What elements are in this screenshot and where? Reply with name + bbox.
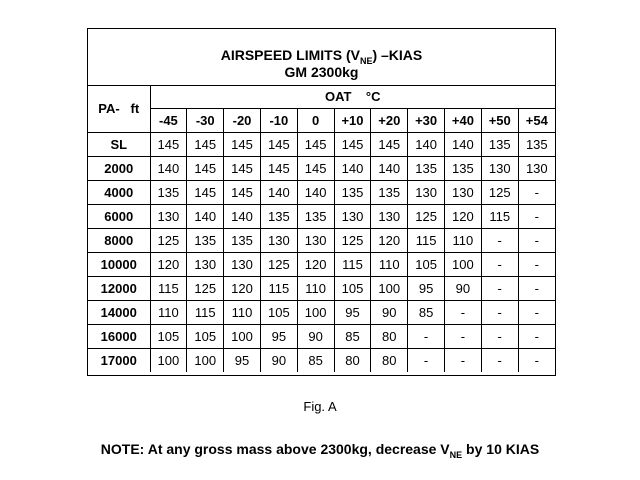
- pressure-altitude-cell: 6000: [88, 205, 150, 229]
- vne-value-cell: 130: [224, 253, 261, 277]
- temp-header-cell: -10: [260, 109, 297, 133]
- vne-value-cell: 80: [371, 325, 408, 349]
- vne-value-cell: -: [518, 205, 555, 229]
- vne-value-cell: 145: [150, 133, 187, 157]
- temp-header-cell: +20: [371, 109, 408, 133]
- vne-value-cell: 135: [371, 181, 408, 205]
- vne-value-cell: 115: [260, 277, 297, 301]
- vne-value-cell: 120: [371, 229, 408, 253]
- vne-value-cell: 135: [408, 157, 445, 181]
- vne-value-cell: 95: [224, 349, 261, 373]
- pressure-altitude-cell: 4000: [88, 181, 150, 205]
- vne-value-cell: -: [481, 301, 518, 325]
- vne-value-cell: 145: [224, 157, 261, 181]
- vne-value-cell: 125: [260, 253, 297, 277]
- pressure-altitude-cell: 10000: [88, 253, 150, 277]
- vne-value-cell: 80: [371, 349, 408, 373]
- pressure-altitude-cell: 12000: [88, 277, 150, 301]
- vne-value-cell: 115: [150, 277, 187, 301]
- table-row: [88, 253, 555, 277]
- vne-value-cell: 100: [445, 253, 482, 277]
- vne-value-cell: 145: [187, 133, 224, 157]
- vne-value-cell: -: [445, 325, 482, 349]
- vne-value-cell: 115: [187, 301, 224, 325]
- temp-header-cell: +10: [334, 109, 371, 133]
- vne-value-cell: 130: [445, 181, 482, 205]
- vne-value-cell: 110: [445, 229, 482, 253]
- temp-header-cell: +40: [445, 109, 482, 133]
- vne-value-cell: 130: [260, 229, 297, 253]
- vne-value-cell: -: [445, 349, 482, 373]
- pressure-altitude-cell: 2000: [88, 157, 150, 181]
- vne-value-cell: 110: [150, 301, 187, 325]
- vne-value-cell: 100: [371, 277, 408, 301]
- vne-value-cell: 125: [187, 277, 224, 301]
- vne-value-cell: 120: [445, 205, 482, 229]
- vne-value-cell: 140: [260, 181, 297, 205]
- pressure-altitude-cell: 8000: [88, 229, 150, 253]
- vne-value-cell: 140: [150, 157, 187, 181]
- table-row: [88, 301, 555, 325]
- temp-header-cell: -45: [150, 109, 187, 133]
- vne-value-cell: 105: [334, 277, 371, 301]
- vne-value-cell: 115: [481, 205, 518, 229]
- vne-value-cell: 130: [334, 205, 371, 229]
- vne-value-cell: 85: [334, 325, 371, 349]
- vne-value-cell: 135: [150, 181, 187, 205]
- vne-value-cell: 130: [481, 157, 518, 181]
- vne-value-cell: 140: [445, 133, 482, 157]
- table-title-block: [88, 29, 555, 86]
- vne-value-cell: 95: [408, 277, 445, 301]
- table-row: [88, 181, 555, 205]
- oat-header: OAT °C: [150, 85, 555, 109]
- header-row-temps: [88, 109, 555, 133]
- table-row: [88, 277, 555, 301]
- vne-value-cell: 130: [408, 181, 445, 205]
- pressure-altitude-cell: 14000: [88, 301, 150, 325]
- table-row: [88, 349, 555, 373]
- vne-value-cell: 85: [408, 301, 445, 325]
- pressure-altitude-cell: SL: [88, 133, 150, 157]
- vne-value-cell: 110: [224, 301, 261, 325]
- vne-value-cell: 140: [408, 133, 445, 157]
- vne-value-cell: 115: [408, 229, 445, 253]
- vne-value-cell: 130: [187, 253, 224, 277]
- vne-value-cell: -: [518, 253, 555, 277]
- vne-value-cell: 125: [150, 229, 187, 253]
- vne-value-cell: 125: [481, 181, 518, 205]
- vne-value-cell: 105: [187, 325, 224, 349]
- temp-header-cell: +50: [481, 109, 518, 133]
- pressure-altitude-header: PA- ft: [88, 85, 150, 133]
- vne-value-cell: 125: [334, 229, 371, 253]
- vne-value-cell: 135: [334, 181, 371, 205]
- vne-value-cell: 100: [187, 349, 224, 373]
- table-subtitle: GM 2300kg: [284, 64, 359, 80]
- table-row: [88, 229, 555, 253]
- vne-value-cell: 140: [297, 181, 334, 205]
- vne-value-cell: 145: [224, 133, 261, 157]
- vne-value-cell: 145: [297, 157, 334, 181]
- vne-value-cell: 105: [150, 325, 187, 349]
- vne-value-cell: 140: [224, 205, 261, 229]
- vne-value-cell: 100: [297, 301, 334, 325]
- vne-value-cell: 120: [224, 277, 261, 301]
- vne-value-cell: -: [408, 349, 445, 373]
- pressure-altitude-cell: 17000: [88, 349, 150, 373]
- vne-value-cell: -: [408, 325, 445, 349]
- temp-header-cell: +54: [518, 109, 555, 133]
- vne-value-cell: 145: [260, 133, 297, 157]
- vne-value-cell: 90: [371, 301, 408, 325]
- vne-value-cell: 90: [260, 349, 297, 373]
- vne-value-cell: 90: [445, 277, 482, 301]
- temp-header-cell: -20: [224, 109, 261, 133]
- vne-value-cell: 145: [371, 133, 408, 157]
- vne-value-cell: 105: [408, 253, 445, 277]
- vne-value-cell: 145: [297, 133, 334, 157]
- temp-header-cell: +30: [408, 109, 445, 133]
- vne-value-cell: 125: [408, 205, 445, 229]
- vne-value-cell: 110: [297, 277, 334, 301]
- vne-value-cell: -: [518, 277, 555, 301]
- table-row: [88, 133, 555, 157]
- vne-value-cell: -: [481, 349, 518, 373]
- figure-caption: Fig. A: [303, 399, 337, 414]
- vne-value-cell: -: [445, 301, 482, 325]
- table-row: [88, 205, 555, 229]
- vne-value-cell: -: [481, 229, 518, 253]
- vne-value-cell: 145: [187, 157, 224, 181]
- vne-value-cell: 135: [224, 229, 261, 253]
- temp-header-cell: -30: [187, 109, 224, 133]
- header-row-oat: [88, 85, 555, 109]
- note-text: NOTE: At any gross mass above 2300kg, decrease $V_{NE}$ by 10 KIAS: [100, 441, 540, 460]
- vne-value-cell: 120: [150, 253, 187, 277]
- vne-value-cell: -: [518, 349, 555, 373]
- vne-value-cell: 100: [224, 325, 261, 349]
- vne-value-cell: 145: [187, 181, 224, 205]
- airspeed-limits-table-frame: [87, 28, 556, 376]
- vne-value-cell: 140: [187, 205, 224, 229]
- vne-value-cell: 105: [260, 301, 297, 325]
- airspeed-limits-table: [88, 85, 555, 372]
- vne-value-cell: 140: [334, 157, 371, 181]
- vne-value-cell: 100: [150, 349, 187, 373]
- vne-value-cell: 135: [445, 157, 482, 181]
- vne-value-cell: 145: [224, 181, 261, 205]
- vne-value-cell: 145: [334, 133, 371, 157]
- table-title: AIRSPEED LIMITS $(V_{NE})$ –KIAS: [220, 47, 423, 66]
- vne-value-cell: -: [518, 229, 555, 253]
- temp-header-cell: 0: [297, 109, 334, 133]
- vne-value-cell: 130: [297, 229, 334, 253]
- vne-value-cell: -: [481, 325, 518, 349]
- vne-value-cell: 90: [297, 325, 334, 349]
- vne-value-cell: 135: [187, 229, 224, 253]
- vne-value-cell: -: [481, 253, 518, 277]
- vne-value-cell: 110: [371, 253, 408, 277]
- table-row: [88, 157, 555, 181]
- vne-value-cell: 95: [334, 301, 371, 325]
- vne-value-cell: 130: [371, 205, 408, 229]
- table-row: [88, 325, 555, 349]
- vne-value-cell: 95: [260, 325, 297, 349]
- vne-value-cell: -: [518, 181, 555, 205]
- vne-value-cell: -: [518, 325, 555, 349]
- vne-value-cell: 115: [334, 253, 371, 277]
- vne-value-cell: 130: [518, 157, 555, 181]
- vne-value-cell: 145: [260, 157, 297, 181]
- vne-value-cell: 135: [518, 133, 555, 157]
- vne-value-cell: 140: [371, 157, 408, 181]
- vne-value-cell: 120: [297, 253, 334, 277]
- vne-value-cell: 135: [481, 133, 518, 157]
- vne-value-cell: 85: [297, 349, 334, 373]
- vne-value-cell: 80: [334, 349, 371, 373]
- vne-value-cell: 135: [297, 205, 334, 229]
- pressure-altitude-cell: 16000: [88, 325, 150, 349]
- vne-value-cell: 135: [260, 205, 297, 229]
- vne-value-cell: -: [481, 277, 518, 301]
- vne-value-cell: 130: [150, 205, 187, 229]
- vne-value-cell: -: [518, 301, 555, 325]
